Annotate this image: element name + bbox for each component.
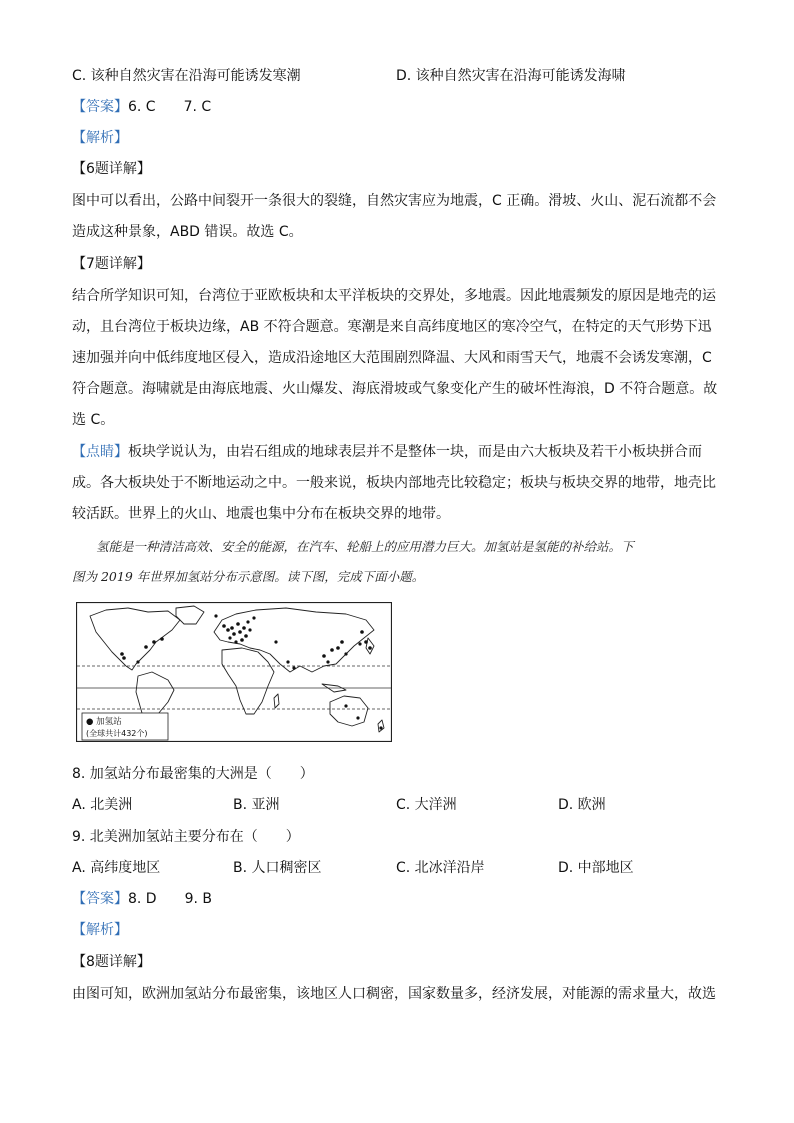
- q8-option-b: B. 亚洲: [233, 797, 280, 813]
- tip-tag: 【点睛】: [72, 444, 128, 460]
- station-dot: [160, 637, 164, 641]
- station-dot: [286, 660, 289, 663]
- station-dot: [144, 645, 148, 649]
- q9-option-a: A. 高纬度地区: [72, 860, 161, 876]
- option-d: D. 该种自然灾害在沿海可能诱发海啸: [396, 68, 626, 84]
- station-dot: [379, 726, 382, 729]
- analysis-heading: 【解析】: [72, 130, 128, 146]
- station-dot: [246, 620, 249, 623]
- station-dot: [330, 648, 334, 652]
- option-c: C. 该种自然灾害在沿海可能诱发寒潮: [72, 68, 301, 84]
- intro-line: 氢能是一种清洁高效、安全的能源，在汽车、轮船上的应用潜力巨大。加氢站是氢能的补给站。下: [96, 539, 634, 554]
- station-dot: [248, 628, 251, 631]
- tip-line: 较活跃。世界上的火山、地震也集中分布在板块交界的地带。: [72, 506, 450, 522]
- q9-option-b: B. 人口稠密区: [233, 860, 322, 876]
- station-dot: [230, 626, 234, 630]
- station-dot: [252, 616, 255, 619]
- station-dot: [340, 640, 344, 644]
- station-dot: [368, 646, 372, 650]
- station-dot: [232, 632, 236, 636]
- station-dot: [244, 634, 248, 638]
- station-dot: [120, 652, 124, 656]
- tip-line: [72, 442, 702, 462]
- tip-text: 板块学说认为，由岩石组成的地球表层并不是整体一块，而是由六大板块及若干小板块拼合而: [128, 444, 702, 460]
- q7-detail-line: 动，且台湾位于板块边缘，AB 不符合题意。寒潮是来自高纬度地区的寒冷空气，在特定的天气形势下迅: [72, 319, 712, 335]
- analysis-heading: 【解析】: [72, 922, 128, 938]
- q7-detail-title: 【7题详解】: [72, 256, 151, 272]
- q9-option-d: D. 中部地区: [558, 860, 634, 876]
- station-dot: [364, 640, 368, 644]
- station-dot: [122, 656, 126, 660]
- q6-detail-line: 造成这种景象，ABD 错误。故选 C。: [72, 224, 303, 240]
- q8-option-d: D. 欧洲: [558, 797, 606, 813]
- q9-option-c: C. 北冰洋沿岸: [396, 860, 485, 876]
- answer-tag: 【答案】: [72, 99, 128, 115]
- tip-line: 成。各大板块处于不断地运动之中。一般来说，板块内部地壳比较稳定；板块与板块交界的地带，地壳比: [72, 475, 716, 491]
- station-dot: [358, 642, 361, 645]
- q7-detail-line: 结合所学知识可知，台湾位于亚欧板块和太平洋板块的交界处，多地震。因此地震频发的原因是地壳的运: [72, 288, 716, 304]
- answer-line-1: [72, 97, 211, 117]
- q7-detail-line: 符合题意。海啸就是由海底地震、火山爆发、海底滑坡或气象变化产生的破坏性海浪，D 不符合题意。故: [72, 381, 718, 397]
- station-dot: [214, 614, 217, 617]
- hydrogen-station-world-map: [76, 602, 392, 742]
- station-dot: [322, 654, 326, 658]
- station-dot: [344, 652, 347, 655]
- station-dot: [242, 626, 246, 630]
- station-dot: [222, 624, 226, 628]
- q8-option-a: A. 北美洲: [72, 797, 133, 813]
- q8-detail-line: 由图可知，欧洲加氢站分布最密集，该地区人口稠密，国家数量多，经济发展，对能源的需求量大，故选: [72, 986, 716, 1002]
- station-dot: [360, 630, 364, 634]
- q6-detail-line: 图中可以看出，公路中间裂开一条很大的裂缝，自然灾害应为地震，C 正确。滑坡、火山、泥石流都不会: [72, 193, 717, 209]
- station-dot: [152, 640, 156, 644]
- station-dot: [336, 646, 340, 650]
- station-dot: [240, 638, 244, 642]
- station-dot: [344, 704, 347, 707]
- station-dot: [228, 636, 231, 639]
- map-legend-label: ● 加氢站: [86, 717, 122, 727]
- map-legend-total: (全球共计432个): [86, 729, 148, 738]
- station-dot: [356, 716, 359, 719]
- q6-detail-title: 【6题详解】: [72, 161, 151, 177]
- station-dot: [136, 660, 139, 663]
- q9-stem: 9. 北美洲加氢站主要分布在（ ）: [72, 829, 300, 845]
- q8-stem: 8. 加氢站分布最密集的大洲是（ ）: [72, 766, 314, 782]
- intro-line: 图为 2019 年世界加氢站分布示意图。读下图，完成下面小题。: [72, 569, 425, 584]
- station-dot: [274, 640, 277, 643]
- station-dot: [238, 630, 242, 634]
- answer-text: 6. C 7. C: [128, 99, 212, 115]
- answer-text: 8. D 9. B: [128, 891, 212, 907]
- station-dot: [326, 660, 329, 663]
- station-dot: [234, 640, 237, 643]
- q8-option-c: C. 大洋洲: [396, 797, 457, 813]
- q7-detail-line: 选 C。: [72, 412, 115, 428]
- answer-line-2: [72, 889, 212, 909]
- q7-detail-line: 速加强并向中低纬度地区侵入，造成沿途地区大范围剧烈降温、大风和雨雪天气，地震不会诱发寒潮，C: [72, 350, 712, 366]
- q8-detail-title: 【8题详解】: [72, 954, 151, 970]
- answer-tag: 【答案】: [72, 891, 128, 907]
- station-dot: [226, 628, 230, 632]
- station-dot: [236, 622, 240, 626]
- station-dot: [292, 666, 295, 669]
